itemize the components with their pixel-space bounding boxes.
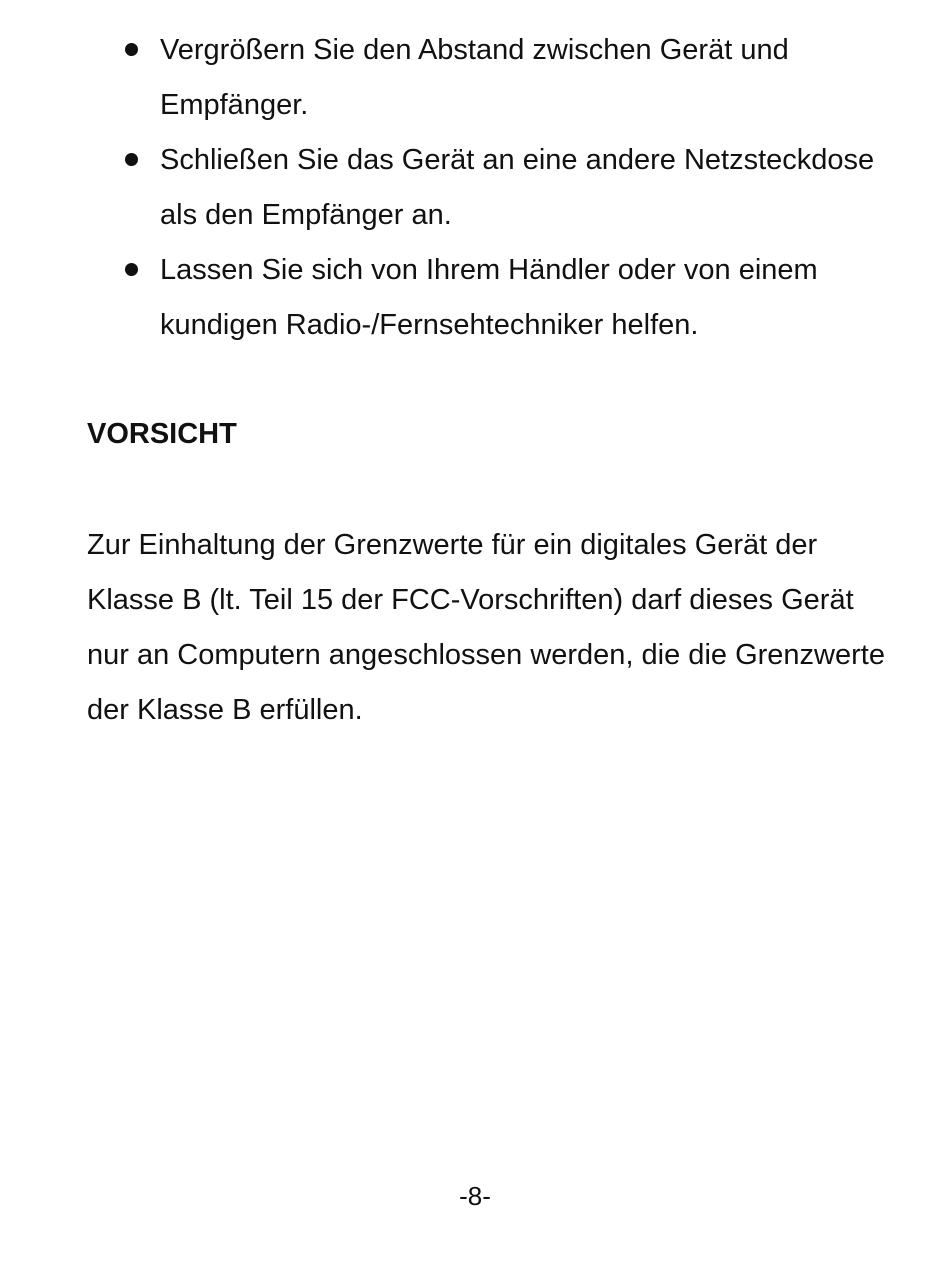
list-item [0,133,950,243]
bullet-icon [125,153,138,166]
list-item [0,23,950,133]
caution-paragraph: Zur Einhaltung der Grenzwerte für ein digitales Gerät der Klasse B (lt. Teil 15 der FCC-Vorschriften) darf dieses Gerät nur an Computern angeschlossen werden, die die Grenzwerte der Klasse B erfüllen. [87,529,885,726]
page-number: -8- [459,1181,491,1211]
list-item-text: Schließen Sie das Gerät an eine andere Netzsteckdose als den Empfänger an. [160,144,875,231]
list-item [0,243,950,353]
bullet-icon [125,263,138,276]
bullet-icon [125,43,138,56]
list-item-text: Vergrößern Sie den Abstand zwischen Gerät und Empfänger. [160,34,789,121]
list-item-text: Lassen Sie sich von Ihrem Händler oder von einem kundigen Radio-/Fernsehtechniker helfen. [160,254,818,341]
interference-measures-list [0,23,950,353]
section-heading: VORSICHT [87,418,237,450]
